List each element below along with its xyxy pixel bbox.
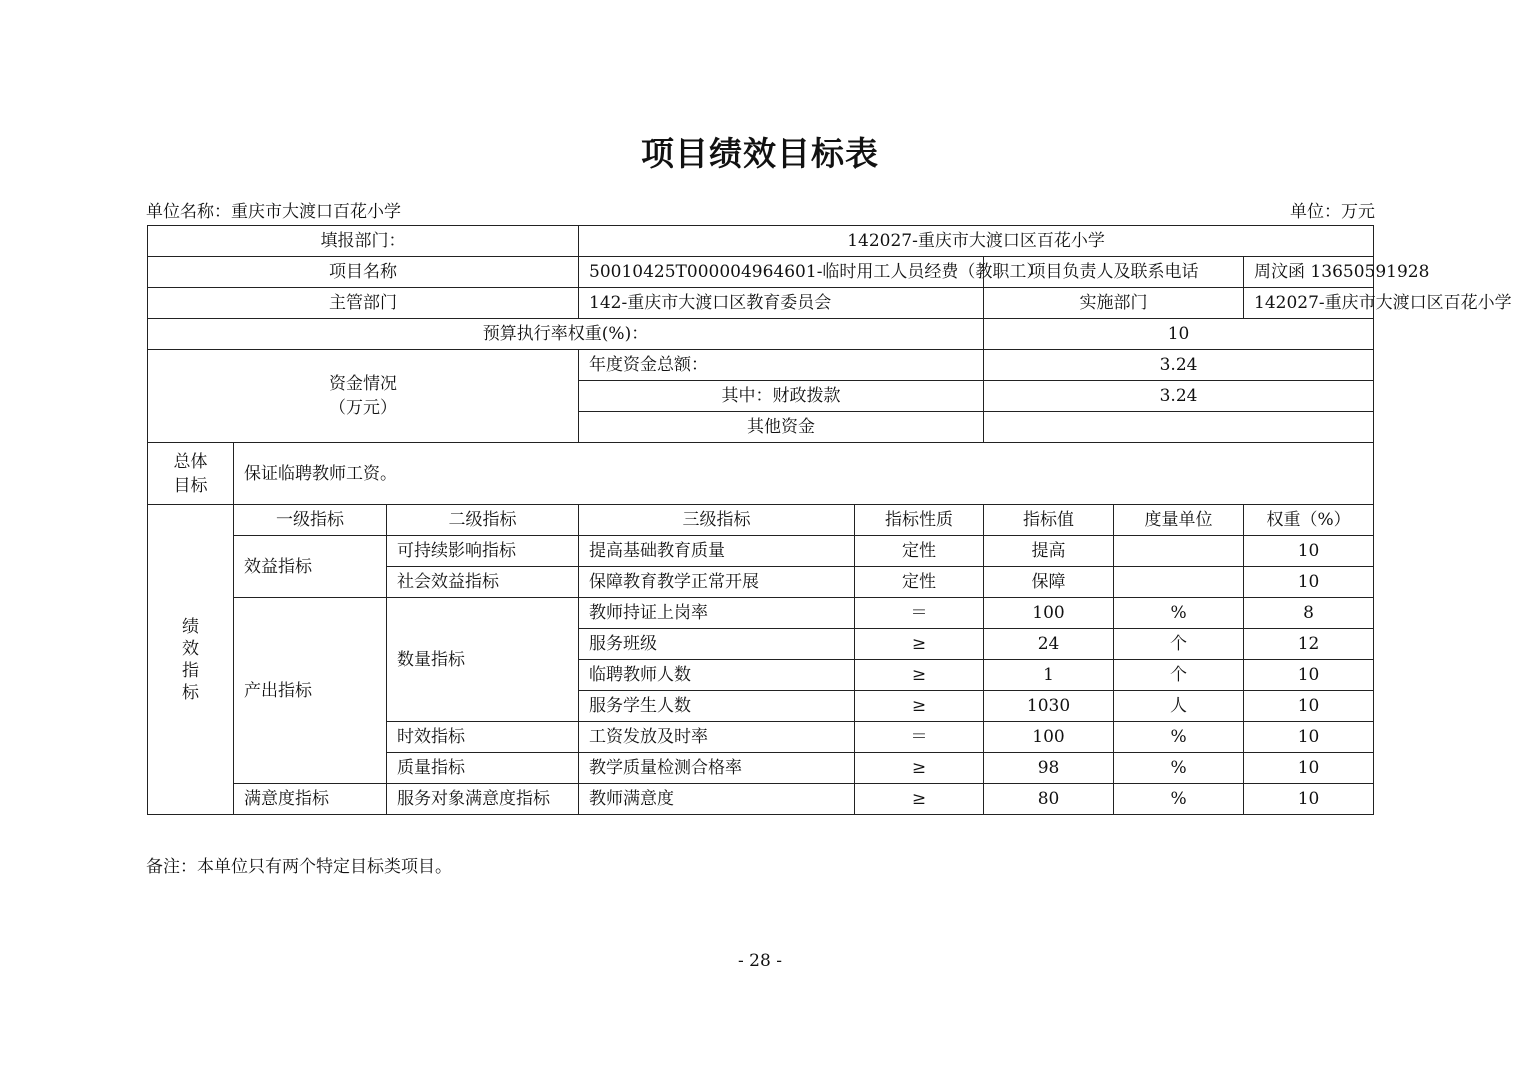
col-header: 一级指标	[234, 505, 387, 536]
table-row	[148, 350, 1374, 381]
indicator-name: 提高基础教育质量	[579, 536, 855, 567]
section-char: 绩	[182, 616, 199, 637]
indicator-name: 服务学生人数	[579, 691, 855, 722]
supervisor-label: 主管部门	[148, 288, 579, 319]
indicator-value: 1030	[984, 691, 1114, 722]
funds-other-value	[984, 412, 1374, 443]
indicator-name: 教学质量检测合格率	[579, 753, 855, 784]
indicator-nature: ＝	[855, 722, 984, 753]
indicator-weight: 10	[1244, 784, 1374, 815]
goal-label	[148, 443, 234, 505]
supervisor-value: 142-重庆市大渡口区教育委员会	[579, 288, 984, 319]
section-char: 效	[182, 638, 199, 659]
indicator-unit: %	[1114, 598, 1244, 629]
table-row	[148, 536, 1374, 567]
indicator-weight: 10	[1244, 722, 1374, 753]
impl-value: 142027-重庆市大渡口区百花小学	[1244, 288, 1374, 319]
level2-social: 社会效益指标	[387, 567, 579, 598]
indicator-weight: 12	[1244, 629, 1374, 660]
indicator-unit	[1114, 567, 1244, 598]
col-header: 权重（%）	[1244, 505, 1374, 536]
indicator-weight: 10	[1244, 753, 1374, 784]
funds-label	[148, 350, 579, 443]
indicator-value: 80	[984, 784, 1114, 815]
funds-fiscal-label: 其中：财政拨款	[579, 381, 984, 412]
indicator-name: 工资发放及时率	[579, 722, 855, 753]
level2-quality: 质量指标	[387, 753, 579, 784]
indicator-unit: 个	[1114, 660, 1244, 691]
level2-sustain: 可持续影响指标	[387, 536, 579, 567]
indicator-nature: 定性	[855, 567, 984, 598]
performance-target-table	[147, 225, 1512, 815]
indicator-unit: 人	[1114, 691, 1244, 722]
level1-satisfaction: 满意度指标	[234, 784, 387, 815]
table-row	[148, 226, 1374, 257]
indicator-unit: %	[1114, 722, 1244, 753]
budget-rate-label: 预算执行率权重(%)：	[148, 319, 984, 350]
funds-label-line2: （万元）	[329, 398, 398, 418]
currency-unit: 单位：万元	[1290, 202, 1375, 222]
col-header: 二级指标	[387, 505, 579, 536]
level2-quantity: 数量指标	[387, 598, 579, 722]
funds-total-label: 年度资金总额：	[579, 350, 984, 381]
level1-benefit: 效益指标	[234, 536, 387, 598]
funds-fiscal-value: 3.24	[984, 381, 1374, 412]
col-header: 指标值	[984, 505, 1114, 536]
indicator-name: 服务班级	[579, 629, 855, 660]
project-label: 项目名称	[148, 257, 579, 288]
budget-rate-value: 10	[984, 319, 1374, 350]
indicator-name: 教师满意度	[579, 784, 855, 815]
dept-label: 填报部门：	[148, 226, 579, 257]
goal-text: 保证临聘教师工资。	[234, 443, 1374, 505]
section-char: 标	[182, 682, 199, 703]
indicator-name: 教师持证上岗率	[579, 598, 855, 629]
contact-label: 项目负责人及联系电话	[984, 257, 1244, 288]
indicator-unit: 个	[1114, 629, 1244, 660]
indicators-section-label	[148, 505, 234, 815]
funds-other-label: 其他资金	[579, 412, 984, 443]
indicator-value: 100	[984, 722, 1114, 753]
footnote: 备注：本单位只有两个特定目标类项目。	[146, 857, 452, 877]
indicator-value: 保障	[984, 567, 1114, 598]
funds-label-line1: 资金情况	[329, 374, 398, 394]
indicator-value: 24	[984, 629, 1114, 660]
project-value: 50010425T000004964601-临时用工人员经费（教职工）	[579, 257, 984, 288]
funds-total-value: 3.24	[984, 350, 1374, 381]
indicator-name: 临聘教师人数	[579, 660, 855, 691]
level2-service: 服务对象满意度指标	[387, 784, 579, 815]
indicator-weight: 10	[1244, 567, 1374, 598]
dept-value: 142027-重庆市大渡口区百花小学	[579, 226, 1374, 257]
indicator-nature: ≥	[855, 753, 984, 784]
indicator-weight: 8	[1244, 598, 1374, 629]
goal-label-line2: 目标	[173, 475, 208, 496]
page-number: - 28 -	[738, 951, 782, 971]
indicator-value: 提高	[984, 536, 1114, 567]
table-row	[148, 784, 1374, 815]
col-header: 度量单位	[1114, 505, 1244, 536]
indicator-weight: 10	[1244, 691, 1374, 722]
level1-output: 产出指标	[234, 598, 387, 784]
table-row	[148, 443, 1374, 505]
indicator-nature: ＝	[855, 598, 984, 629]
indicator-unit: %	[1114, 784, 1244, 815]
indicator-unit	[1114, 536, 1244, 567]
indicator-weight: 10	[1244, 536, 1374, 567]
goal-label-line1: 总体	[173, 451, 208, 472]
indicator-value: 100	[984, 598, 1114, 629]
table-row	[148, 319, 1374, 350]
indicator-nature: ≥	[855, 660, 984, 691]
indicator-value: 1	[984, 660, 1114, 691]
col-header: 指标性质	[855, 505, 984, 536]
indicator-nature: ≥	[855, 691, 984, 722]
table-row	[148, 505, 1374, 536]
col-header: 三级指标	[579, 505, 855, 536]
impl-label: 实施部门	[984, 288, 1244, 319]
indicator-name: 保障教育教学正常开展	[579, 567, 855, 598]
table-row	[148, 598, 1374, 629]
section-char: 指	[182, 660, 199, 681]
level2-time: 时效指标	[387, 722, 579, 753]
indicator-unit: %	[1114, 753, 1244, 784]
indicator-nature: ≥	[855, 784, 984, 815]
contact-value: 周汶函 13650591928	[1244, 257, 1374, 288]
table-row	[148, 257, 1374, 288]
unit-name: 单位名称：重庆市大渡口百花小学	[146, 202, 401, 222]
indicator-nature: 定性	[855, 536, 984, 567]
indicator-value: 98	[984, 753, 1114, 784]
indicator-nature: ≥	[855, 629, 984, 660]
table-row	[148, 288, 1374, 319]
page-title: 项目绩效目标表	[641, 134, 879, 173]
indicator-weight: 10	[1244, 660, 1374, 691]
